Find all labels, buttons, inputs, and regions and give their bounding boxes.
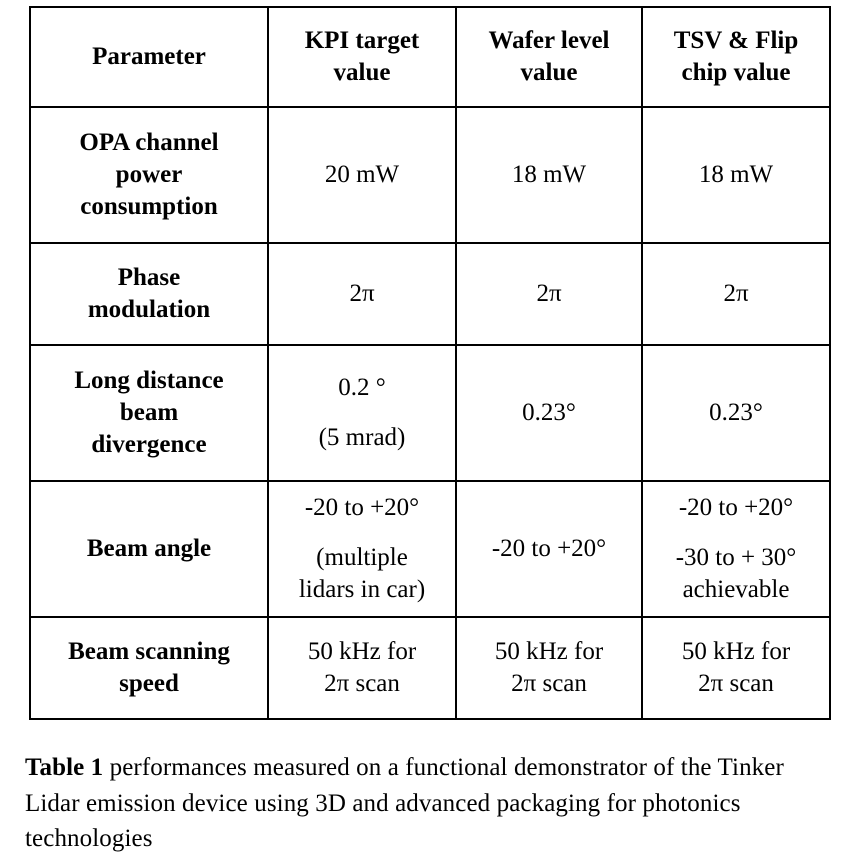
table-row — [30, 107, 830, 243]
cell-line: consumption — [80, 193, 218, 220]
cell-wafer-level — [456, 617, 642, 719]
cell-line: speed — [119, 670, 179, 697]
cell-line: 50 kHz for — [681, 638, 791, 665]
cell-line: 0.23° — [709, 399, 763, 426]
cell-parameter — [30, 107, 268, 243]
cell-tsv-flip-chip — [642, 345, 830, 481]
cell-line: power — [115, 161, 183, 188]
cell-kpi-target — [268, 481, 456, 617]
cell-line: lidars in car) — [298, 576, 426, 603]
cell-line: achievable — [682, 576, 790, 603]
cell-line: Beam angle — [86, 535, 212, 562]
table-header-row — [30, 7, 830, 107]
caption-label: Table 1 — [25, 754, 104, 781]
cell-line: 2π — [349, 280, 375, 307]
cell-line: 0.2 ° — [338, 374, 386, 401]
header-line: TSV & Flip — [673, 27, 799, 54]
table-row — [30, 481, 830, 617]
cell-line: 2π scan — [698, 670, 774, 697]
cell-line: 20 mW — [324, 161, 400, 188]
cell-kpi-target — [268, 617, 456, 719]
cell-line: 0.23° — [522, 399, 576, 426]
cell-parameter — [30, 243, 268, 345]
cell-line: 50 kHz for — [494, 638, 604, 665]
cell-line: Phase — [117, 264, 181, 291]
cell-kpi-target — [268, 107, 456, 243]
cell-tsv-flip-chip — [642, 243, 830, 345]
cell-wafer-level — [456, 243, 642, 345]
cell-parameter — [30, 481, 268, 617]
cell-kpi-target — [268, 243, 456, 345]
column-header-wafer-level-value — [456, 7, 642, 107]
performance-table — [29, 6, 831, 720]
column-header-parameter — [30, 7, 268, 107]
cell-line: -20 to +20° — [304, 494, 420, 521]
cell-line: 2π scan — [511, 670, 587, 697]
column-header-kpi-target-value — [268, 7, 456, 107]
cell-kpi-target — [268, 345, 456, 481]
cell-line: (multiple — [316, 544, 408, 571]
cell-tsv-flip-chip — [642, 481, 830, 617]
header-line: chip value — [681, 59, 791, 86]
cell-line: -30 to + 30° — [675, 544, 797, 571]
header-line: value — [520, 59, 578, 86]
column-header-tsv-flip-chip-value — [642, 7, 830, 107]
cell-line: -20 to +20° — [491, 535, 607, 562]
header-line: KPI target — [304, 27, 420, 54]
cell-line: beam — [119, 399, 179, 426]
cell-line: 18 mW — [698, 161, 774, 188]
cell-parameter — [30, 617, 268, 719]
caption-text: performances measured on a functional demonstrator of the Tinker Lidar emission device using 3D and advanced packaging for photonics technologies — [25, 754, 784, 852]
table-row — [30, 345, 830, 481]
table-row — [30, 617, 830, 719]
cell-line: (5 mrad) — [318, 424, 406, 451]
cell-line: 2π — [536, 280, 562, 307]
cell-line: 18 mW — [511, 161, 587, 188]
table-row — [30, 243, 830, 345]
cell-line: 50 kHz for — [307, 638, 417, 665]
cell-tsv-flip-chip — [642, 107, 830, 243]
cell-parameter — [30, 345, 268, 481]
cell-wafer-level — [456, 481, 642, 617]
cell-wafer-level — [456, 107, 642, 243]
cell-wafer-level — [456, 345, 642, 481]
header-line: Parameter — [92, 43, 206, 70]
cell-line: Long distance — [74, 367, 224, 394]
cell-line: divergence — [91, 431, 207, 458]
table-caption — [25, 750, 835, 857]
cell-line: modulation — [87, 296, 211, 323]
header-line: value — [333, 59, 391, 86]
cell-line: -20 to +20° — [678, 494, 794, 521]
cell-line: 2π scan — [324, 670, 400, 697]
cell-tsv-flip-chip — [642, 617, 830, 719]
header-line: Wafer level — [488, 27, 610, 54]
cell-line: 2π — [723, 280, 749, 307]
cell-line: Beam scanning — [68, 638, 230, 665]
cell-line: OPA channel — [79, 129, 219, 156]
